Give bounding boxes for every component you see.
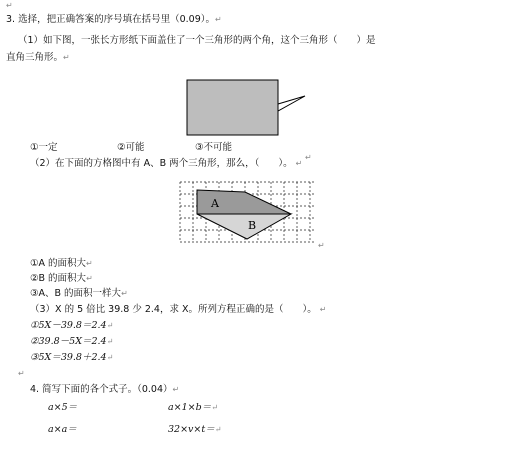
expression-3: a×a＝ [48, 424, 77, 435]
option-1: ①A 的面积大 [30, 258, 87, 269]
q4-heading-text: 4. 简写下面的各个式子。（0.04） [30, 384, 173, 395]
q3-part3-option-3 [30, 352, 113, 364]
option-2: ②B 的面积大 [30, 273, 87, 284]
paragraph-mark: ↵ [63, 53, 70, 62]
expression-1: a×5＝ [48, 402, 78, 413]
q4-row-1-right [168, 402, 218, 414]
paragraph-mark: ↵ [86, 259, 93, 268]
option-3: ③A、B 的面积一样大 [30, 288, 122, 299]
q3-part2-option-3 [30, 288, 128, 300]
paragraph-mark: ↵ [106, 337, 114, 346]
equation-2: ②39.8－5X＝2.4 [30, 336, 107, 347]
paragraph-mark: ↵ [121, 289, 128, 298]
expression-4: 32×v×t＝ [168, 424, 215, 435]
q3-part2-option-1 [30, 258, 93, 270]
q4-row-1 [48, 402, 77, 414]
paragraph-mark: ↵ [18, 369, 25, 378]
q4-row-2 [48, 424, 77, 436]
expression-2: a×1×b＝ [168, 402, 212, 413]
q3-part3-text: （3）X 的 5 倍比 39.8 少 2.4，求 X。所列方程正确的是（ ）。 [30, 304, 317, 315]
q3-heading-text: 3. 选择，把正确答案的序号填在括号里（0.09）。 [6, 14, 215, 25]
paragraph-mark: ↵ [295, 159, 303, 168]
paragraph-mark: ↵ [86, 274, 93, 283]
equation-3: ③5X＝39.8＋2.4 [30, 352, 107, 363]
paragraph-mark: ↵ [305, 153, 312, 162]
option-3: ③不可能 [195, 142, 233, 153]
q4-heading [30, 384, 179, 396]
q3-part2-option-2 [30, 273, 93, 285]
paragraph-mark: ↵ [211, 403, 218, 412]
paragraph-mark: ↵ [215, 15, 222, 24]
q4-row-2-right [168, 424, 221, 436]
paragraph-mark: ↵ [319, 305, 327, 314]
q3-part3-option-2 [30, 336, 113, 348]
paragraph-mark: ↵ [6, 1, 13, 10]
q3-part2-text: （2）在下面的方格图中有 A、B 两个三角形，那么，（ ）。 [30, 158, 293, 169]
paragraph-mark: ↵ [106, 353, 114, 362]
triangle-b [197, 214, 291, 239]
option-2: ②可能 [117, 142, 145, 153]
paragraph-mark: ↵ [172, 385, 180, 394]
q3-part1-line2: 直角三角形。 [6, 52, 64, 63]
paragraph-mark: ↵ [214, 425, 222, 434]
equation-1: ①5X－39.8＝2.4 [30, 320, 107, 331]
paragraph-mark: ↵ [318, 241, 325, 250]
paragraph-mark: ↵ [106, 321, 114, 330]
option-1: ①一定 [30, 142, 58, 153]
q3-part3-question [30, 304, 327, 316]
label-a: A [211, 197, 219, 210]
label-b: B [248, 219, 257, 232]
q3-part1-line1: （1）如下图，一张长方形纸下面盖住了一个三角形的两个角，这个三角形（ ）是 [18, 35, 376, 46]
q3-part3-option-1 [30, 320, 113, 332]
